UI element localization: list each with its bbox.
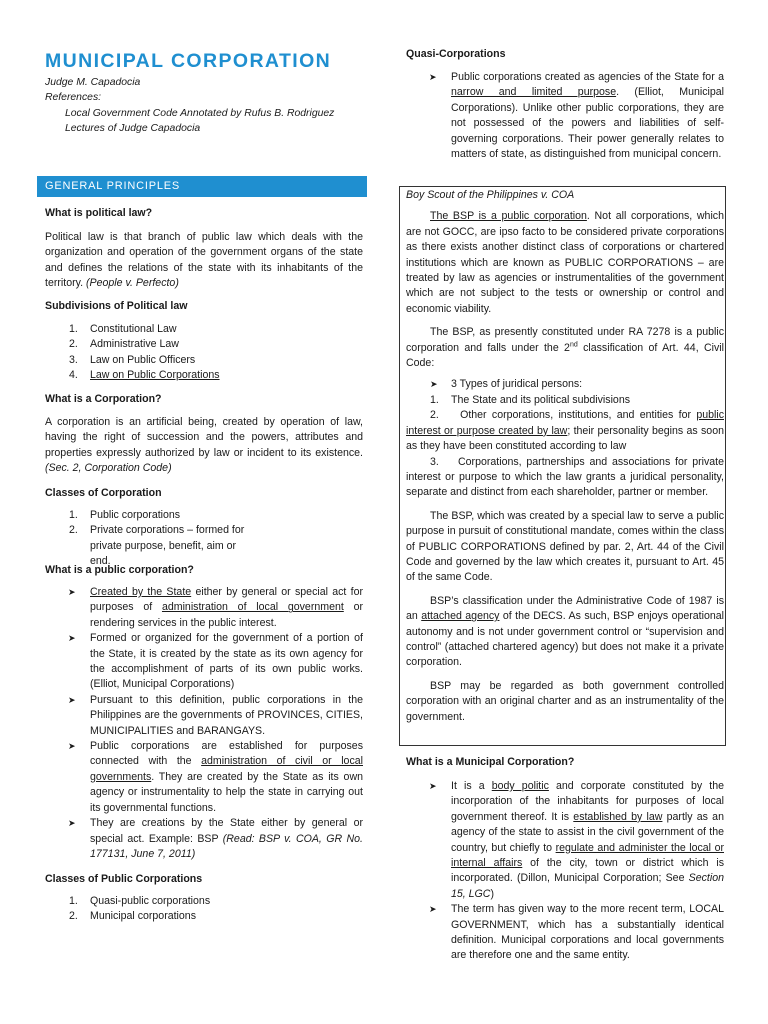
list-item: 4. Law on Public Corporations xyxy=(69,369,220,382)
subdivisions-list xyxy=(45,322,363,384)
reference-1: Local Government Code Annotated by Rufus B. Rodriguez xyxy=(65,107,335,119)
list-item: ➤ Formed or organized for the government of a portion of the State, it is created by the state as its own agency for the accomplishment of parts of its own public works. (Elliot, Municipal Corporations) xyxy=(68,632,363,691)
list-item: ➤ They are creations by the State either by general or special act. Example: BSP (Read: BSP v. COA, GR No. 177131, June 7, 2011) xyxy=(68,817,363,860)
list-item: 2. Private corporations – formed for private purpose, benefit, aim or end. xyxy=(69,524,245,568)
list-item: 1. Quasi-public corporations xyxy=(69,895,211,907)
document-meta xyxy=(45,75,334,137)
arrow-bullet-icon: ➤ xyxy=(68,694,76,705)
public-classes-list xyxy=(45,894,363,925)
question-classes: Classes of Corporation xyxy=(45,487,162,499)
arrow-bullet-icon: ➤ xyxy=(429,72,437,82)
public-corporation-bullets xyxy=(45,585,363,862)
question-quasi: Quasi-Corporations xyxy=(406,48,506,60)
list-item: 2. Municipal corporations xyxy=(69,910,196,923)
document-title: MUNICIPAL CORPORATION xyxy=(45,50,332,72)
case-title: Boy Scout of the Philippines v. COA xyxy=(406,189,575,201)
list-item: ➤ 3 Types of juridical persons: xyxy=(406,377,724,392)
question-corporation: What is a Corporation? xyxy=(45,393,162,405)
paragraph-political-law: Political law is that branch of public law which deals with the organization and operation of the government organs of the state and defines the relations of the state with its inhabitants of the territory. (People v. Perfecto) xyxy=(45,231,363,290)
reference-2: Lectures of Judge Capadocia xyxy=(65,123,201,135)
question-subdivisions: Subdivisions of Political law xyxy=(45,300,188,312)
paragraph-corporation: A corporation is an artificial being, created by operation of law, having the right of succession and the powers, attributes and properties expressly authorized by law or incident to its existence. (Sec. 2, Corporation Code) xyxy=(45,416,363,475)
list-item: ➤ Public corporations are established for purposes connected with the administration of civil or local governments. They are created by the State as its own agency or instrumentality to help the state in carrying out its governmental functions. xyxy=(68,740,363,814)
arrow-bullet-icon: ➤ xyxy=(68,587,76,597)
juridical-item-1: 1. The State and its political subdivisions xyxy=(430,393,631,406)
arrow-bullet-icon: ➤ xyxy=(68,741,76,752)
author: Judge M. Capadocia xyxy=(45,77,141,88)
case-paragraph-4: BSP’s classification under the Administrative Code of 1987 is an attached agency of the DECS. As such, BSP enjoys operational autonomy and is not under government control or “supervision and control” (attached chartered agency) but does not make it a private corporation. xyxy=(406,594,724,669)
arrow-bullet-icon: ➤ xyxy=(68,818,76,829)
list-item: ➤ Pursuant to this definition, public corporations in the Philippines are the governments of PROVINCES, CITIES, MUNICIPALITIES and BARANGAYS. xyxy=(68,693,363,737)
question-political-law: What is political law? xyxy=(45,207,153,219)
list-item: 1. Constitutional Law xyxy=(69,323,177,335)
references-label: References: xyxy=(45,92,102,104)
list-item: ➤ The term has given way to the more recent term, LOCAL GOVERNMENT, which has a substantially identical definition. Municipal corporations and local governments are therefore one and the same entity. xyxy=(429,903,724,962)
question-municipal-corporation: What is a Municipal Corporation? xyxy=(406,756,575,768)
case-arrow-list xyxy=(406,377,724,392)
case-paragraph-2: The BSP, as presently constituted under RA 7278 is a public corporation and falls under the 2nd classification of Art. 44, Civil Code: xyxy=(406,326,724,370)
arrow-bullet-icon: ➤ xyxy=(430,379,438,390)
juridical-item-3: 3. Corporations, partnerships and associations for private interest or purpose to which the law grants a juridical personality, separate and distinct from each shareholder, partner or member. xyxy=(406,455,724,499)
list-item: ➤ It is a body politic and corporate constituted by the incorporation of the inhabitants for purposes of local government thereof. It is established by law partly as an agency of the state to assist in the civil government of the country, but chiefly to regulate and administer the local or internal affairs of the city, town or district which is incorporated. (Dillon, Municipal Corporation; See Section 15, LGC) xyxy=(429,780,724,900)
arrow-bullet-icon: ➤ xyxy=(429,781,437,791)
quasi-bullets xyxy=(406,70,724,162)
list-item: ➤ Public corporations created as agencies of the State for a narrow and limited purpose. (Elliot, Municipal Corporations). Unlike other public corporations, they are not possessed of the powers and liabilities of self-governing corporations. Their power generally relates to matters of state, as distinguished from municipal concern. xyxy=(429,71,724,161)
classes-list xyxy=(45,508,363,570)
arrow-bullet-icon: ➤ xyxy=(429,904,437,915)
juridical-item-2: 2. Other corporations, institutions, and entities for public interest or purpose created by law; their personality begins as soon as they have been constituted according to law xyxy=(406,409,724,453)
case-paragraph-5: BSP may be regarded as both government controlled corporation with an original charter and as an instrumentality of the government. xyxy=(406,679,724,723)
list-item: 1. Public corporations xyxy=(69,509,181,521)
question-public-corporation: What is a public corporation? xyxy=(45,564,194,576)
section-banner: GENERAL PRINCIPLES xyxy=(37,176,367,197)
case-paragraph-3: The BSP, which was created by a special law to serve a public purpose in pursuit of constitutional mandate, comes within the class of PUBLIC CORPORATIONS defined by par. 2, Art. 44 of the Civil Code and governed by the law which creates it, pursuant to Art. 45 of the same Code. xyxy=(406,509,724,584)
case-paragraph-1: The BSP is a public corporation. Not all corporations, which are not GOCC, are ipso facto to be considered private corporations as there exists another distinct class of corporations or chartered institutions which are known as PUBLIC CORPORATIONS – are treated by law as agencies or instrumentalities of the government which are not subject to the tests or ownership or control and economic viability. xyxy=(406,210,724,315)
case-box-content xyxy=(406,188,724,725)
list-item: ➤ Created by the State either by general or special act for purposes of administration of local government or rendering services in the public interest. xyxy=(68,586,364,629)
arrow-bullet-icon: ➤ xyxy=(68,633,76,644)
question-classes-public: Classes of Public Corporations xyxy=(45,873,203,885)
municipal-bullets xyxy=(406,779,724,964)
list-item: 2. Administrative Law xyxy=(69,338,179,351)
list-item: 3. Law on Public Officers xyxy=(69,353,196,366)
